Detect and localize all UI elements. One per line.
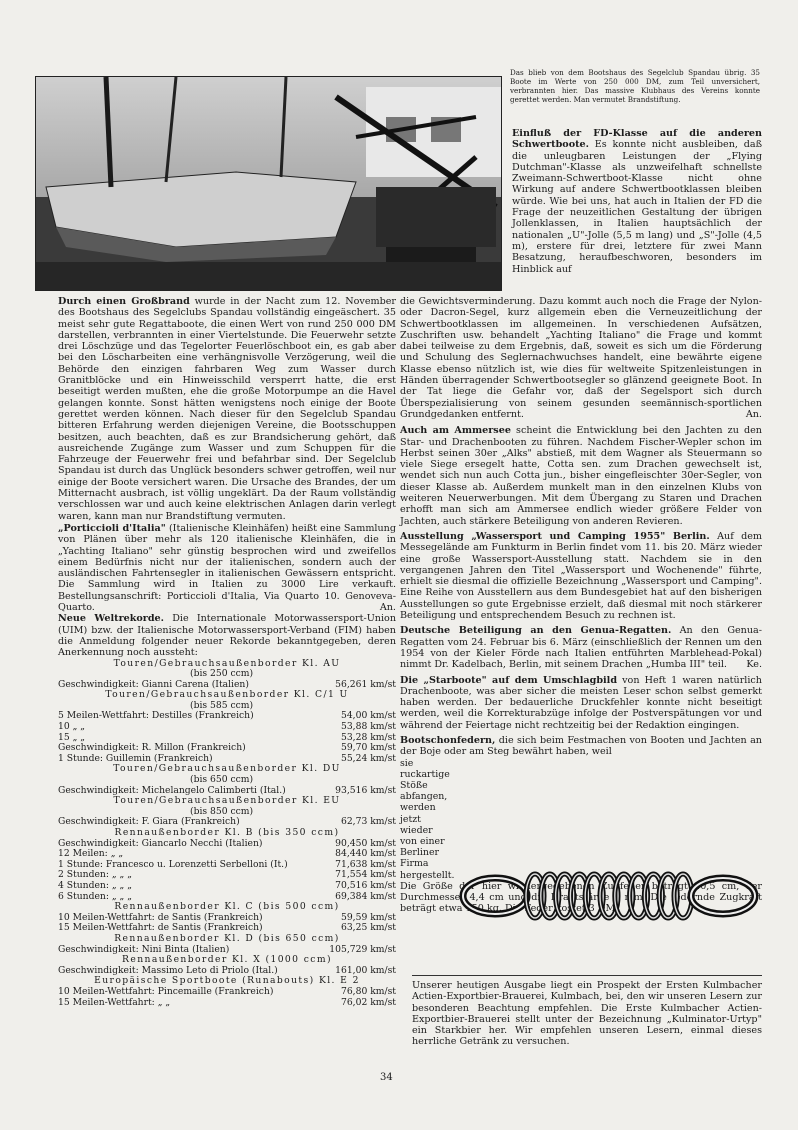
record-value: 69,384 km/st (335, 890, 396, 902)
record-class-heading: Europäische Sportboote (Runabouts) Kl. E 2 (94, 975, 360, 987)
ammersee-article (400, 425, 762, 527)
record-value: 70,516 km/st (335, 879, 396, 891)
genua-sign: Ke. (746, 659, 762, 671)
record-value: 84,440 km/st (335, 848, 396, 860)
record-label: Geschwindigkeit: Michelangelo Calimberti (Ital.) (58, 784, 286, 796)
records-heading: Neue Weltrekorde. (58, 613, 165, 625)
record-class-subheading: (bis 250 ccm) (190, 668, 254, 680)
record-label: 15 Meilen-Wettfahrt: de Santis (Frankreich) (58, 922, 263, 934)
record-value: 55,24 km/st (340, 752, 396, 764)
record-class-heading: Touren/Gebrauchsaußenborder Kl. EU (113, 795, 341, 807)
burnt-boats-image (36, 77, 501, 290)
genua-heading: Deutsche Beteiligung an den Genua-Regatten. (400, 625, 672, 637)
record-value: 56,261 km/st (335, 678, 396, 690)
fd-article-top (512, 128, 762, 275)
record-label: 2 Stunden: „ „ „ (58, 869, 132, 881)
record-class-subheading: (bis 650 ccm) (190, 774, 254, 786)
record-value: 53,28 km/st (340, 731, 396, 743)
record-label: 1 Stunde: Francesco u. Lorenzetti Serbelloni (It.) (58, 858, 288, 870)
record-value: 54,00 km/st (340, 710, 396, 722)
fire-text: wurde in der Nacht zum 12. November des Bootshaus des Segelclubs Spandau vollständig eingeäschert. 35 meist sehr gute Regattaboote, die einen Wert von rund 250 000 DM darstellen, verbrannten in einer Viertelstunde. Die Feuerwehr setzte drei Löschzüge und das Tegelorter Feuerlöschboot ein, es gab aber bei den Löscharbeiten eine verhängnisvolle Verzögerung, weil die Behörde den einzigen fahrbaren Weg zum Wasser durch Granitblöcke und ein Hinweisschild versperrt hatte, die erst beseitigt werden mußten, ehe die große Motorpumpe an die Havel gelangen konnte. Sonst hätten wenigstens noch einige der Boote gerettet werden können. Nach dieser für den Segelclub Spandau bitteren Erfahrung werden diejenigen Vereine, die Bootsschuppen besitzen, auch beachten, daß es zur Brandsicherung gehört, daß ausreichende Zugänge zum Wasser und zum Schuppen für die Fahrzeuge der Feuerwehr frei und befahrbar sind. Der Segelclub Spandau ist durch das Unglück besonders schwer getroffen, weil nur einige der Boote versichert waren. Die Ursache des Brandes, der um Mitternacht ausbrach, ist völlig ungeklärt. Da der Raum vollständig verschlossen war und auch keine elektrischen Anlagen darin verlegt waren, kann man nur Brandstiftung vermuten. (58, 296, 397, 522)
record-label: 10 Meilen-Wettfahrt: Pincemaille (Frankreich) (58, 985, 274, 997)
record-value: 71,638 km/st (335, 858, 396, 870)
boathouse-fire-photo (35, 76, 502, 291)
record-value: 105,729 km/st (329, 943, 396, 955)
photo-caption: Das blieb von dem Bootshaus des Segelclub Spandau übrig. 35 Boote im Werte von 250 000 DM, zum Teil unversichert, verbrannten hier. Das massive Klubhaus des Vereins konnte gerettet werden. Man vermutet Brandstiftung. (510, 68, 760, 104)
record-row (58, 881, 396, 892)
record-value: 71,554 km/st (335, 869, 396, 881)
coil-spring-icon (455, 856, 765, 936)
record-label: Geschwindigkeit: Giancarlo Necchi (Italien) (58, 837, 263, 849)
record-class-heading: Rennaußenborder Kl. C (bis 500 ccm) (114, 901, 340, 913)
fd-text-2 (400, 296, 762, 420)
genua-text: An den Genua-Regatten vom 24. Februar bis 6. März (einschließlich der Rennen um den 1954 von der Kieler Förde nach Italien entführten Marblehead-Pokal) nimmt Dr. Kadelbach, Berlin, mit seinem Drachen „Humba III" teil. (400, 625, 762, 671)
record-label: 12 Meilen: „ „ (58, 848, 124, 860)
record-value: 53,88 km/st (340, 721, 396, 733)
starboote-article (400, 675, 762, 731)
record-label: 6 Stunden: „ „ „ (58, 890, 132, 902)
record-value: 76,80 km/st (340, 985, 396, 997)
genua-article (400, 625, 762, 670)
fd-heading: Einfluß der FD-Klasse auf die anderen Schwertboote. (512, 128, 762, 151)
porticcioli-heading: „Porticcioli d'Italia" (58, 522, 166, 534)
ammersee-text: scheint die Entwicklung bei den Jachten zu den Star- und Drachenbooten zu führen. Nachdem Fischer-Wepler schon im Herbst seinen 30er „Alks" abstieß, mit dem Wagner als Steuermann so viele Siege ersegelt hatte, Cotta sen. zum Drachen gewechselt ist, wendet sich nun auch Cotta jun., bisher eingefleischter 30er-Segler, von dieser Klasse ab. Außerdem munkelt man in den einzelnen Klubs von weiteren Neuerwerbungen. Mit dem Übergang zu Staren und Drachen erhofft man sich am Ammersee endlich wieder größere Felder von Jachten, auch stärkere Beteiligung von anderen Revieren. (400, 425, 762, 527)
brewery-notice: Unserer heutigen Ausgabe liegt ein Prospekt der Ersten Kulmbacher Actien-Exportbier-Brauerei, Kulmbach, bei, den wir unseren Lesern zur besonderen Beachtung empfehlen. Die Erste Kulmbacher Actien-Exportbier-Brauerei stellt unter der Bezeichnung „Kulminator-Urtyp" ein Starkbier her. Wir empfehlen unseren Lesern, einmal dieses herrliche Getränk zu versuchen. (412, 975, 762, 1048)
ausstellung-text: Auf dem Messegelände am Funkturm in Berlin findet vom 11. bis 20. März wieder eine große Wassersport-Ausstellung statt. Nachdem sie in den vergangenen Jahren den Titel „Wassersport und Wochenende" führte, erhielt sie diesmal die offizielle Bezeichnung „Wassersport und Camping". Eine Reihe von Ausstellern aus dem Bundesgebiet hat auf den bisherigen Ausstellungen so gute Ergebnisse erzielt, daß diesmal mit noch stärkerer Beteiligung und entsprechendem Besuch zu rechnen ist. (400, 530, 763, 622)
ammersee-heading: Auch am Ammersee (400, 425, 511, 437)
porticcioli-article (58, 523, 396, 613)
record-class-subheading: (bis 850 ccm) (190, 805, 254, 817)
record-value: 93,516 km/st (335, 784, 396, 796)
record-label: Geschwindigkeit: Nini Binta (Italien) (58, 943, 230, 955)
record-value: 90,450 km/st (335, 837, 396, 849)
record-value: 62,73 km/st (340, 816, 396, 828)
record-label: 4 Stunden: „ „ „ (58, 879, 132, 891)
record-class-heading: Touren/Gebrauchsaußenborder Kl. AU (113, 657, 341, 669)
federn-text-2: sie ruckartige Stöße abfangen, werden jetzt wieder von einer Berliner Firma hergestellt. (400, 757, 455, 881)
porticcioli-text: (Italienische Kleinhäfen) heißt eine Sammlung von Plänen über mehr als 120 italienische Kleinhäfen, die in „Yachting Italiano" sehr günstig besprochen wird und zweifellos einem Bedürfnis nicht nur der italienischen, sondern auch der ausländischen Fahrtensegler in italienischen Gewässern entspricht. Die Sammlung wird in Italien zu 3000 Lire verkauft. Bestellungsanschrift: Porticcioli d'Italia, Via Quarto 10. Genoveva-Quarto. (58, 522, 396, 614)
federn-heading: Bootschonfedern, (400, 734, 496, 746)
record-value: 59,70 km/st (340, 742, 396, 754)
federn-text-3: Die Größe der hier wiedergegebenen Zugfeder beträgt 10,5 cm, der Durchmesser 4,4 cm und die Drahtstärke 5 mm. Die federnde Zugkraft beträgt etwa 150 kg. Die Feder kostet 3 DM. (400, 880, 762, 915)
records-text: Die Internationale Motorwassersport-Union (UIM) bzw. der Italienische Motorwassersport-Verband (FIM) haben die Anmeldung folgender neuer Rekorde bekanntgegeben, deren Anerkennung noch aussteht: (58, 613, 396, 659)
page-number: 34 (380, 1072, 393, 1083)
starboote-text: von Heft 1 waren natürlich Drachenboote, was aber sicher die meisten Leser schon selbst gemerkt haben werden. Der bedauerliche Druckfehler konnte nicht beseitigt werden, weil die Korrekturabzüge infolge der Postverspätungen vor und während der Feiertage nicht rechtzeitig bei der Redaktion eingingen. (400, 674, 762, 731)
record-value: 63,25 km/st (340, 922, 396, 934)
record-class-heading: Rennaußenborder Kl. D (bis 650 ccm) (114, 932, 340, 944)
record-label: Geschwindigkeit: F. Giara (Frankreich) (58, 816, 240, 828)
record-label: Geschwindigkeit: R. Millon (Frankreich) (58, 742, 246, 754)
records-intro (58, 613, 396, 658)
record-label: 5 Meilen-Wettfahrt: Destilles (Frankreich) (58, 710, 254, 722)
ausstellung-article (400, 531, 762, 621)
record-label: Geschwindigkeit: Gianni Carena (Italien) (58, 678, 249, 690)
records-list (58, 659, 396, 1009)
fd-text-1: Es konnte nicht ausbleiben, daß die unleugbaren Leistungen der „Flying Dutchman"-Klasse als unzweifelhaft schnellste Zweimann-Schwertboot-Klasse nicht ohne Wirkung auf andere Schwertbootklassen bleiben würde. Wie bei uns, hat auch in Italien der FD die Frage der neuzeitlichen Gestaltung der übrigen Jollenklassen, in Italien hauptsächlich der nationalen „U"-Jolle (5,5 m lang) und „S"-Jolle (4,5 m), erstere für drei, letztere für zwei Mann Besatzung, heraufbeschworen, besonders im Hinblick auf (512, 139, 762, 275)
fd-text-2-body: die Gewichtsverminderung. Dazu kommt auch noch die Frage der Nylon- oder Dacron-Segel, kurz allgemein eben die Verneuzeitlichung der Schwertbootklassen im allgemeinen. In verschiedenen Aufsätzen, Zuschriften usw. behandelt „Yachting Italiano" die Frage und kommt dabei teilweise zu dem Ergebnis, daß, soweit es sich um die Förderung und Schulung des Seglernachwuchses handelt, eine bewährte eigene Klasse ebenso nützlich ist, wie dies für weltweite Spitzenleistungen in Händen überragender Schwertbootsegler so glänzend geeignete Boot. In der Tat liege die Gefahr vor, daß der Segelsport sich durch Überspezialisierung von seinem gesunden seemännisch-sportlichen Grundgedanken entfernt. (400, 296, 762, 420)
ausstellung-heading: Ausstellung „Wassersport und Camping 1955" Berlin. (400, 530, 710, 542)
record-class-subheading: (bis 585 ccm) (190, 699, 254, 711)
record-label: Geschwindigkeit: Massimo Leto di Priolo (Ital.) (58, 964, 278, 976)
record-class-heading: Touren/Gebrauchsaußenborder Kl. DU (113, 763, 341, 775)
record-class-heading: Touren/Gebrauchsaußenborder Kl. C/1 U (105, 689, 349, 701)
record-class-heading: Rennaußenborder Kl. X (1000 ccm) (122, 954, 332, 966)
fire-article (58, 296, 396, 522)
record-label: 10 „ „ (58, 721, 86, 733)
record-row (58, 987, 396, 998)
spring-illustration (455, 856, 765, 936)
fd-sign: An. (745, 408, 762, 420)
right-column (400, 296, 762, 915)
record-row (58, 998, 396, 1009)
federn-text-1: die sich beim Festmachen von Booten und Jachten an der Boje oder am Steg bewährt haben, weil (400, 734, 762, 758)
record-value: 161,00 km/st (335, 964, 396, 976)
federn-article (400, 735, 762, 758)
record-label: 15 „ „ (58, 731, 86, 743)
record-class-heading: Rennaußenborder Kl. B (bis 350 ccm) (114, 827, 340, 838)
starboote-heading: Die „Starboote" auf dem Umschlagbild (400, 674, 618, 686)
left-column (58, 296, 396, 1008)
record-label: 15 Meilen-Wettfahrt: „ „ (58, 996, 171, 1008)
record-value: 59,59 km/st (340, 911, 396, 923)
porticcioli-sign: An. (379, 602, 396, 614)
fire-heading: Durch einen Großbrand (58, 296, 190, 307)
record-label: 1 Stunde: Guillemin (Frankreich) (58, 752, 213, 764)
record-value: 76,02 km/st (340, 996, 396, 1008)
record-label: 10 Meilen-Wettfahrt: de Santis (Frankreich) (58, 911, 263, 923)
